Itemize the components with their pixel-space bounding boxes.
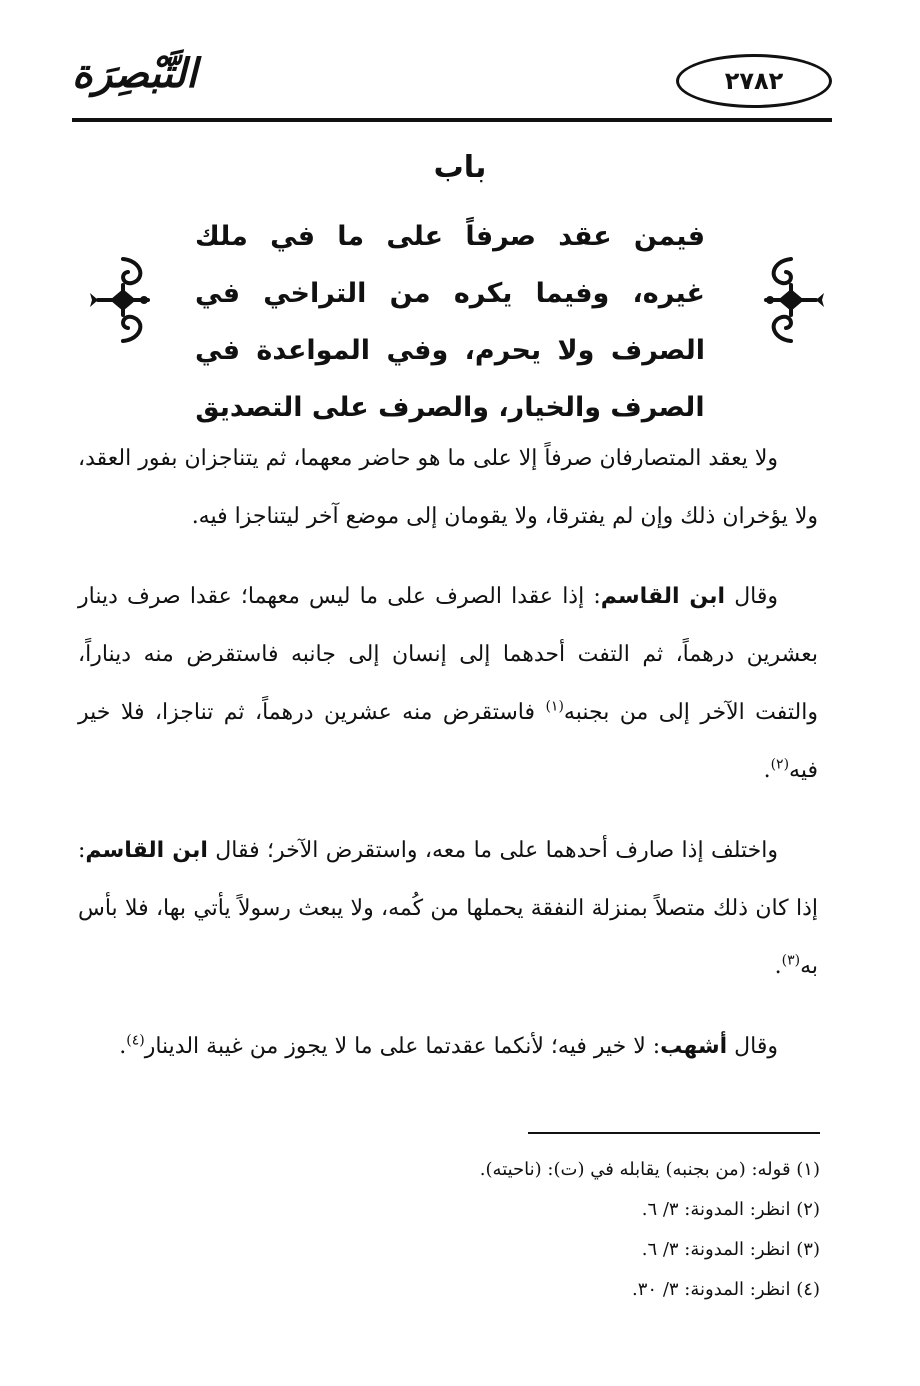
paragraph-end: . [119,1034,127,1059]
page-header [72,50,832,122]
footnote-ref-4[interactable]: (٤) [126,1032,145,1049]
footnote-ref-3[interactable]: (٣) [781,952,801,969]
footnote-2: (٢) انظر: المدونة: ٣/ ٦. [641,1199,820,1220]
paragraph-end: . [774,954,782,979]
footnotes-list [78,1150,820,1310]
paragraph-text: : لا خير فيه؛ لأنكما عقدتما على ما لا يجوز من غيبة الدينار [144,1034,661,1059]
book-title-logo: التَّبْصِرَة [72,50,198,97]
paragraph-end: . [763,758,771,783]
paragraph-text: واختلف إذا صارف أحدهما على ما معه، واستقرض الآخر؛ فقال [207,838,778,863]
body-text [78,430,818,1098]
scholar-name: ابن القاسم [600,584,726,609]
paragraph-2 [78,568,818,800]
footnote-1: (١) قوله: (من بجنبه) يقابله في (ت): (ناحيته). [479,1159,820,1180]
footnote-separator [528,1132,820,1134]
footnote-3: (٣) انظر: المدونة: ٣/ ٦. [641,1239,820,1260]
paragraph-4 [78,1018,818,1076]
scholar-name: أشهب [660,1034,728,1059]
paragraph-3 [78,822,818,996]
paragraph-text: : إذا كان ذلك متصلاً بمنزلة النفقة يحملها من كُمه، ولا يبعث رسولاً يأتي بها، فلا بأس به [78,838,818,979]
header-rule [72,118,832,122]
chapter-title: فيمن عقد صرفاً على ما في ملك غيره، وفيما يكره من التراخي في الصرف ولا يحرم، وفي المواعدة في الصرف والخيار، والصرف على التصديق [195,221,705,423]
page-number: ٢٧٨٢ [676,54,832,108]
chapter-label: باب [433,150,487,185]
footnote-ref-1[interactable]: (١) [545,698,564,715]
scholar-name: ابن القاسم [85,838,208,863]
paragraph-text: : إذا عقدا الصرف على ما ليس معهما؛ عقدا صرف دينار بعشرين درهماً، ثم التفت أحدهما إلى إنسان إلى جانبه فاستقرض منه ديناراً، والتفت الآخر إلى من بجنبه [78,584,818,725]
arabesque-ornament-icon [88,255,158,345]
arabesque-ornament-icon [756,255,826,345]
paragraph-1: ولا يعقد المتصارفان صرفاً إلا على ما هو حاضر معهما، ثم يتناجزان بفور العقد، ولا يؤخران ذلك وإن لم يفترقا، ولا يقومان إلى موضع آخر ليتناجزا فيه. [78,446,818,529]
footnote-4: (٤) انظر: المدونة: ٣/ ٣٠. [632,1279,820,1300]
footnote-ref-2[interactable]: (٢) [770,756,790,773]
paragraph-text: وقال [727,1034,778,1059]
paragraph-text: فاستقرض منه عشرين درهماً، ثم تناجزا، فلا خير فيه [78,700,818,783]
paragraph-text: وقال [734,584,779,609]
